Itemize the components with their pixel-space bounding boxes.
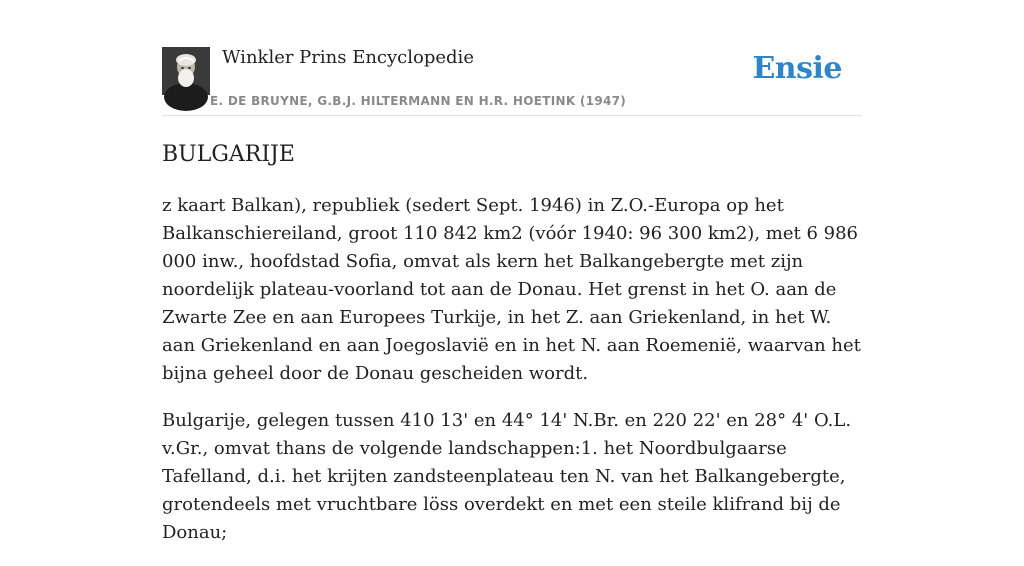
- author-portrait-icon: [162, 47, 210, 95]
- entry-paragraph: Bulgarije, gelegen tussen 410 13' en 44° 14' N.Br. en 220 22' en 28° 4' O.L. v.Gr., omvat thans de volgende landschappen:1. het Noordbulgaarse Tafelland, d.i. het krijten zandsteenplateau ten N. van het Balkangebergte, grotendeels met vruchtbare löss overdekt en met een steile klifrand bij de Donau;: [162, 410, 852, 543]
- author-avatar[interactable]: [162, 47, 210, 95]
- encyclopedia-title[interactable]: Winkler Prins Encyclopedie: [222, 47, 474, 68]
- header-divider: [162, 115, 862, 116]
- entry-body: [162, 192, 862, 566]
- entry-title: BULGARIJE: [162, 142, 295, 167]
- page-container: [162, 0, 862, 543]
- entry-paragraph: z kaart Balkan), republiek (sedert Sept. 1946) in Z.O.-Europa op het Balkanschiereiland, groot 110 842 km2 (vóór 1940: 96 300 km2), met 6 986 000 inw., hoofdstad Sofia, omvat als kern het Balkangebergte met zijn noordelijk plateau-voorland tot aan de Donau. Het grenst in het O. aan de Zwarte Zee en aan Europees Turkije, in het Z. aan Griekenland, in het W. aan Griekenland en aan Joegoslavië en in het N. aan Roemenië, waarvan het bijna geheel door de Donau gescheiden wordt.: [162, 195, 861, 384]
- brand-logo[interactable]: Ensie: [752, 51, 842, 86]
- authors-line: E. DE BRUYNE, G.B.J. HILTERMANN EN H.R. HOETINK (1947): [210, 94, 627, 108]
